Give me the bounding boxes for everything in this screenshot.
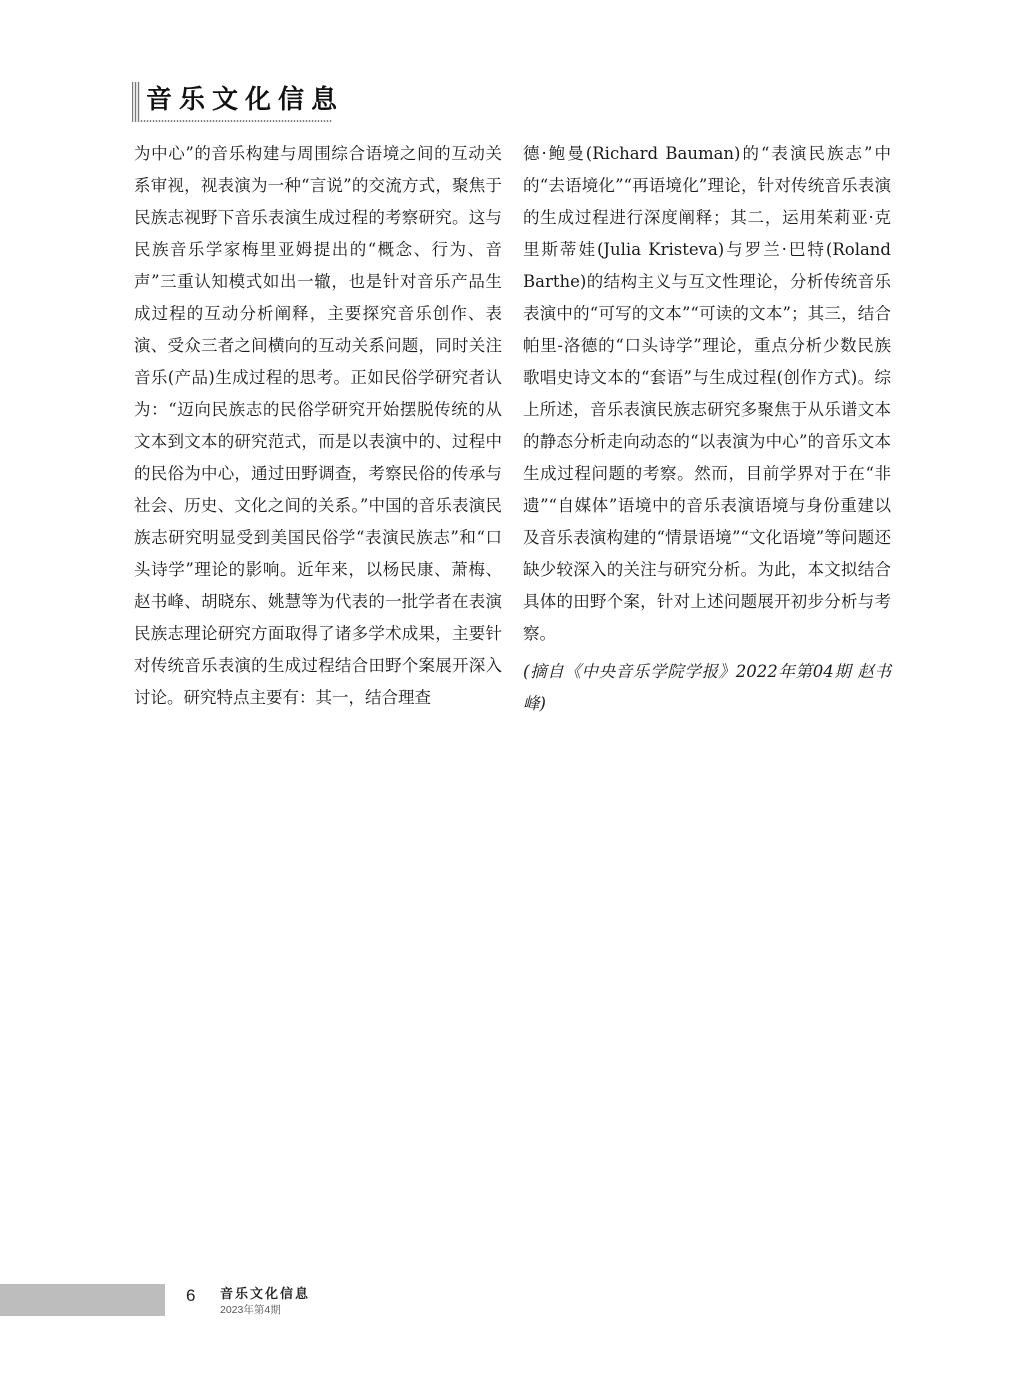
footer-journal-name: 音乐文化信息 xyxy=(220,1287,311,1302)
section-header-title: 音乐文化信息 xyxy=(140,80,350,120)
footer-gray-bar xyxy=(0,1284,165,1316)
article-paragraph-left: 为中心”的音乐构建与周围综合语境之间的互动关系审视，视表演为一种“言说”的交流方式，聚焦于民族志视野下音乐表演生成过程的考察研究。这与民族音乐学家梅里亚姆提出的“概念、行为、音声”三重认知模式如出一辙，也是针对音乐产品生成过程的互动分析阐释，主要探究音乐创作、表演、受众三者之间横向的互动关系问题，同时关注音乐(产品)生成过程的思考。正如民俗学研究者认为：“迈向民族志的民俗学研究开始摆脱传统的从文本到文本的研究范式，而是以表演中的、过程中的民俗为中心，通过田野调查，考察民俗的传承与社会、历史、文化之间的关系。”中国的音乐表演民族志研究明显受到美国民俗学“表演民族志”和“口头诗学”理论的影响。近年来，以杨民康、萧梅、赵书峰、胡晓东、姚慧等为代表的一批学者在表演民族志理论研究方面取得了诸多学术成果，主要针对传统音乐表演的生成过程结合田野个案展开深入讨论。研究特点主要有：其一，结合理查 xyxy=(134,144,502,707)
article-paragraph-right: 德·鲍曼(Richard Bauman)的“表演民族志”中的“去语境化”“再语境化”理论，针对传统音乐表演的生成过程进行深度阐释；其二，运用茱莉亚·克里斯蒂娃(Julia Kristeva)与罗兰·巴特(Roland Barthe)的结构主义与互文性理论，分析传统音乐表演中的“可写的文本”“可读的文本”；其三，结合帕里-洛德的“口头诗学”理论，重点分析少数民族歌唱史诗文本的“套语”与生成过程(创作方式)。综上所述，音乐表演民族志研究多聚焦于从乐谱文本的静态分析走向动态的“以表演为中心”的音乐文本生成过程问题的考察。然而，目前学界对于在“非遗”“自媒体”语境中的音乐表演语境与身份重建以及音乐表演构建的“情景语境”“文化语境”等问题还缺少较深入的关注与研究分析。为此，本文拟结合具体的田野个案，针对上述问题展开初步分析与考察。 xyxy=(523,144,891,643)
footer-issue: 2023年第4期 xyxy=(220,1304,281,1316)
article-citation: (摘自《中央音乐学院学报》2022年第04期 赵书峰) xyxy=(523,662,891,713)
article-column-right xyxy=(523,138,891,720)
page-number: 6 xyxy=(186,1286,196,1305)
article-column-left xyxy=(134,138,502,714)
